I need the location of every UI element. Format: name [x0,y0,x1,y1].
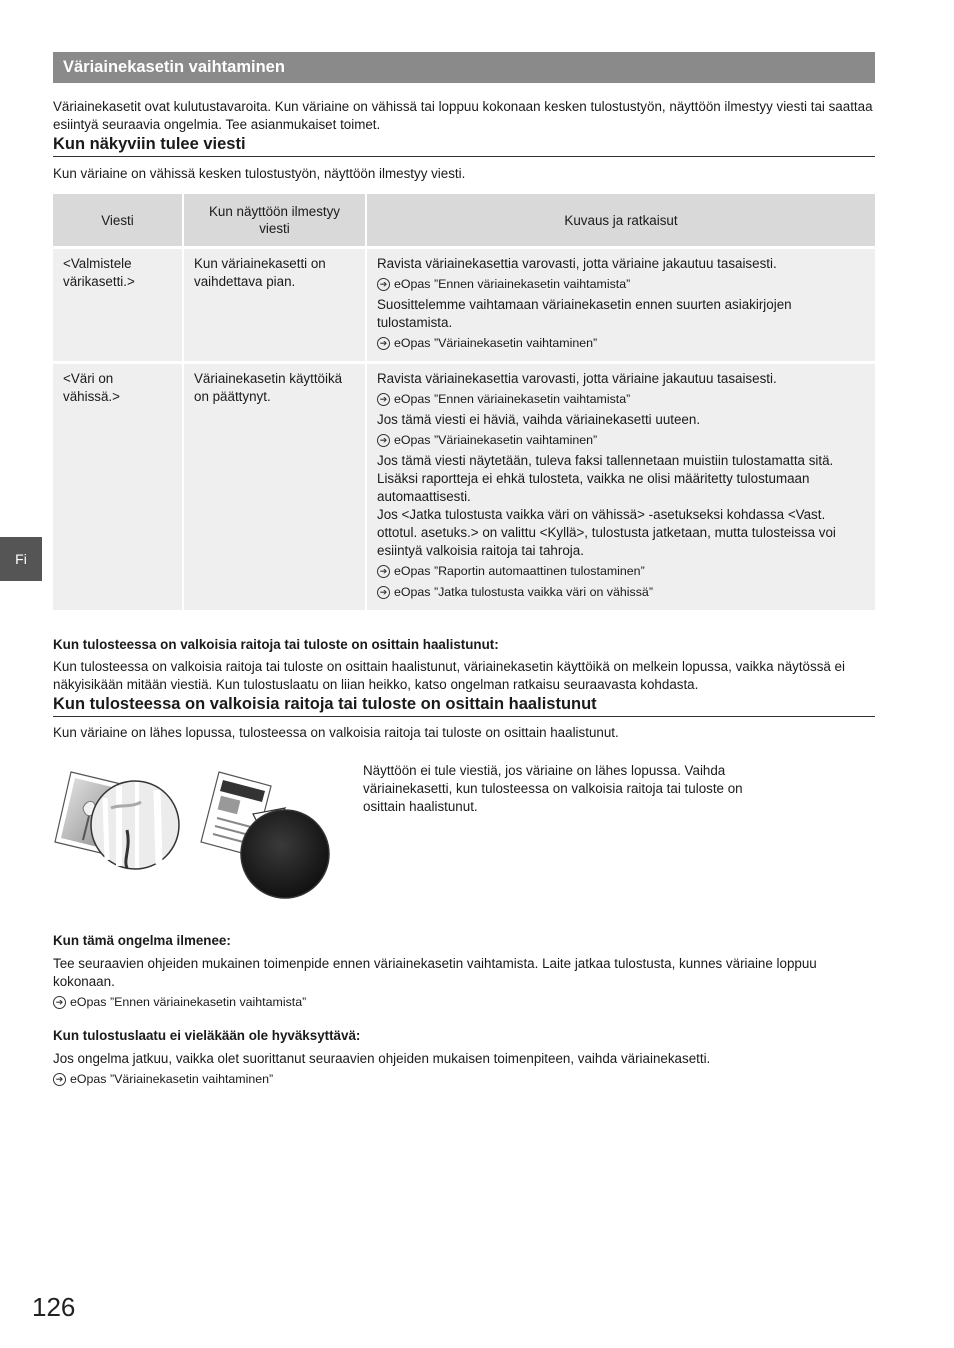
message-table [53,194,875,610]
arrow-circle-icon: ➔ [377,393,390,406]
problem-label: Kun tämä ongelma ilmenee: [53,933,231,948]
arrow-circle-icon: ➔ [377,278,390,291]
problem-text: Tee seuraavien ohjeiden mukainen toimenpide ennen väriainekasetin vaihtamista. Laite jatkaa tulostusta, kunnes väriaine loppuu kokonaan. [53,956,817,989]
quality-text: Jos ongelma jatkuu, vaikka olet suorittanut seuraavien ohjeiden mukaisen toimenpiteen, vaihda väriainekasetti. [53,1051,711,1066]
arrow-circle-icon: ➔ [53,1073,66,1086]
reference-link[interactable]: eOpas ”Väriainekasetin vaihtaminen” [394,336,598,350]
description-cell [367,361,875,610]
streaks-intro: Kun väriaine on lähes lopussa, tulosteessa on valkoisia raitoja tai tuloste on osittain haalistunut. [53,725,619,740]
reference-link[interactable]: eOpas ”Jatka tulostusta vaikka väri on vähissä” [394,585,653,599]
table-row [53,246,875,361]
figure-caption: Näyttöön ei tule viestiä, jos väriaine on lähes lopussa. Vaihda väriainekasetti, kun tulosteessa on valkoisia raitoja tai tuloste on osittain haalistunut. [363,763,743,814]
description-text: Jos tämä viesti näytetään, tuleva faksi tallennetaan muistiin tulostamatta sitä. Lisäksi raportteja ei ehkä tulosteta, vaikka ne olisi määritetty tulostumaan automaattisesti. [377,453,834,504]
arrow-circle-icon: ➔ [377,337,390,350]
faded-print-illustration [53,768,343,928]
eopas-reference [377,334,865,352]
reference-link[interactable]: eOpas ”Ennen väriainekasetin vaihtamista” [394,277,631,291]
subheading-message: Kun näkyviin tulee viesti [53,134,875,157]
column-header: Kuvaus ja ratkaisut [367,194,875,246]
description-text: Ravista väriainekasettia varovasti, jotta väriaine jakautuu tasaisesti. [377,371,777,386]
note-text: Kun tulosteessa on valkoisia raitoja tai tuloste on osittain haalistunut, väriainekasetin käyttöikä on melkein lopussa, vaikka näytössä ei näkyisikään mitään viestiä. Kun tulostuslaatu on liian heikko, katso ongelman ratkaisu seuraavasta kohdasta. [53,659,845,692]
page-number: 126 [32,1292,76,1322]
arrow-circle-icon: ➔ [377,565,390,578]
message-intro: Kun väriaine on vähissä kesken tulostustyön, näyttöön ilmestyy viesti. [53,166,466,181]
eopas-reference [53,1070,875,1088]
description-text: Suosittelemme vaihtamaan väriainekasetin ennen suurten asiakirjojen tulostamista. [377,297,792,330]
eopas-reference [377,583,865,601]
quality-label: Kun tulostuslaatu ei vieläkään ole hyväksyttävä: [53,1028,361,1043]
subheading-streaks: Kun tulosteessa on valkoisia raitoja tai tuloste on osittain haalistunut [53,694,875,717]
arrow-circle-icon: ➔ [377,586,390,599]
page-content [53,52,875,1091]
when-cell: Väriainekasetin käyttöikä on päättynyt. [184,361,367,610]
reference-link[interactable]: eOpas ”Ennen väriainekasetin vaihtamista” [394,392,631,406]
reference-link[interactable]: eOpas ”Raportin automaattinen tulostaminen” [394,564,645,578]
message-cell: <Valmistele värikasetti.> [53,246,184,361]
magnified-streaks-icon [91,781,179,869]
column-header: Viesti [53,194,184,246]
section-title: Väriainekasetin vaihtaminen [53,52,875,83]
message-cell: <Väri on vähissä.> [53,361,184,610]
intro-paragraph: Väriainekasetit ovat kulutustavaroita. Kun väriaine on vähissä tai loppuu kokonaan kesken tulostustyön, näyttöön ilmestyy viesti tai saattaa esiintyä seuraavia ongelmia. Tee asianmukaiset toimet. [53,99,873,132]
language-tab: Fi [0,537,42,581]
arrow-circle-icon: ➔ [377,434,390,447]
reference-link[interactable]: eOpas ”Ennen väriainekasetin vaihtamista” [70,995,307,1009]
arrow-circle-icon: ➔ [53,996,66,1009]
description-text: Jos <Jatka tulostusta vaikka väri on vähissä> -asetukseksi kohdassa <Vast. ottotul. asetuks.> on valittu <Kyllä>, tulostusta jatketaan, mutta tulosteissa voi esiintyä valkoisia raitoja tai tahroja. [377,507,836,558]
reference-link[interactable]: eOpas ”Väriainekasetin vaihtaminen” [394,433,598,447]
reference-link[interactable]: eOpas ”Väriainekasetin vaihtaminen” [70,1072,274,1086]
when-cell: Kun väriainekasetti on vaihdettava pian. [184,246,367,361]
description-cell [367,246,875,361]
figure-area [53,754,875,924]
table-row [53,361,875,610]
description-text: Ravista väriainekasettia varovasti, jotta väriaine jakautuu tasaisesti. [377,256,777,271]
eopas-reference [377,431,865,449]
eopas-reference [53,993,875,1011]
eopas-reference [377,390,865,408]
table-header-row [53,194,875,246]
description-text: Jos tämä viesti ei häviä, vaihda väriainekasetti uuteen. [377,412,701,427]
note-label: Kun tulosteessa on valkoisia raitoja tai tuloste on osittain haalistunut: [53,637,499,652]
eopas-reference [377,562,865,580]
eopas-reference [377,275,865,293]
column-header: Kun näyttöön ilmestyy viesti [184,194,367,246]
